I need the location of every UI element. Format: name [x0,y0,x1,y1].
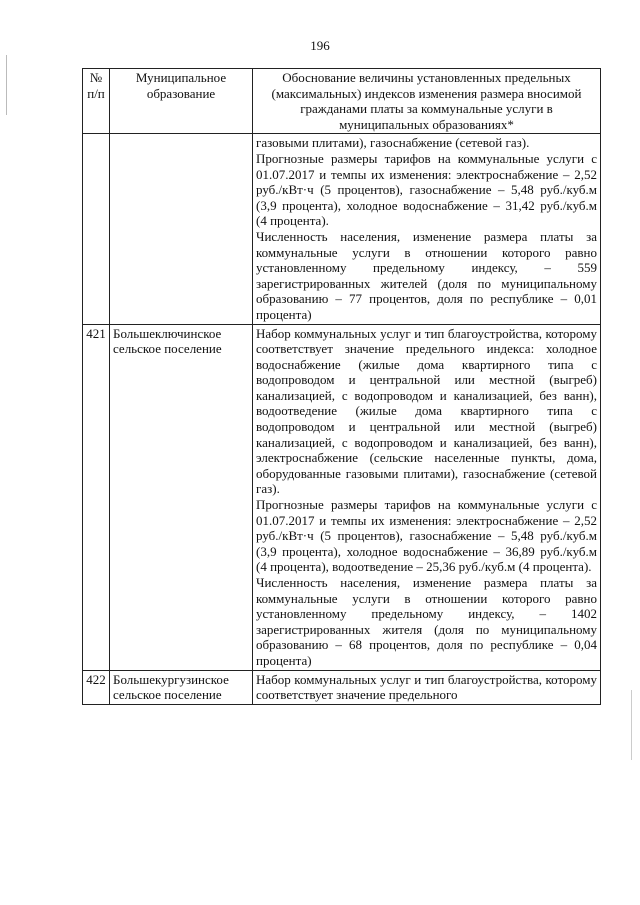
scan-edge-mark [6,55,7,115]
table-row [83,670,601,704]
row-number [83,134,110,324]
justification-cell [253,324,601,670]
municipality-name: Большеключинское сельское поселение [110,324,253,670]
justification-paragraph: Прогнозные размеры тарифов на коммунальные услуги с 01.07.2017 и темпы их изменения: электроснабжение – 2,52 руб./кВт·ч (5 процентов), газоснабжение – 5,48 руб./куб.м (3,9 процента), холодное водоснабжение – 31,42 руб./куб.м (4 процента). [256,150,597,229]
justification-paragraph: Численность населения, изменение размера платы за коммунальные услуги в отношении которого равно установленному предельному индексу, – 1402 зарегистрированных жителя (доля по муниципальному образованию – 68 процентов, доля по республике – 0,04 процента) [256,575,597,668]
justification-paragraph: Набор коммунальных услуг и тип благоустройства, которому соответствует значение предельного индекса: холодное водоснабжение (жилые дома квартирного типа с водопроводом и центральной или местной (выгреб) канализацией, с водопроводом и канализацией, без ванн), водоотведение (жилые дома квартирного типа с водопроводом и центральной или местной (выгреб) канализацией, с водопроводом и канализацией, без ванн), электроснабжение (сельские населенные пункты, дома, оборудованные газовыми плитами), газоснабжение (сетевой газ). [256,325,597,497]
scan-edge-mark [631,690,632,760]
justification-paragraph: Набор коммунальных услуг и тип благоустройства, которому соответствует значение предельного [256,671,597,703]
tariff-table [82,68,601,705]
municipality-name [110,134,253,324]
justification-cell [253,670,601,704]
header-justification: Обоснование величины установленных предельных (максимальных) индексов изменения размера вносимой гражданами платы за коммунальные услуги в муниципальных образованиях* [253,69,601,134]
header-num: № п/п [83,69,110,134]
justification-paragraph: газовыми плитами), газоснабжение (сетевой газ). [256,135,530,151]
justification-paragraph: Численность населения, изменение размера платы за коммунальные услуги в отношении которого равно установленному предельному индексу, – 559 зарегистрированных жителей (доля по муниципальному образованию – 77 процентов, доля по республике – 0,01 процента) [256,228,597,322]
table-row [83,134,601,324]
justification-paragraph: Прогнозные размеры тарифов на коммунальные услуги с 01.07.2017 и темпы их изменения: электроснабжение – 2,52 руб./кВт·ч (5 процентов), газоснабжение – 5,48 руб./куб.м (3,9 процента), холодное водоснабжение – 36,89 руб./куб.м (4 процента), водоотведение – 25,36 руб./куб.м (4 процента). [256,497,597,575]
table-header-row [83,69,601,134]
page-number: 196 [310,38,330,53]
municipality-name: Большекургузинское сельское поселение [110,670,253,704]
row-number: 422 [83,670,110,704]
row-number: 421 [83,324,110,670]
header-municipality: Муниципальное образование [110,69,253,134]
table-row [83,324,601,670]
justification-cell [253,134,601,324]
